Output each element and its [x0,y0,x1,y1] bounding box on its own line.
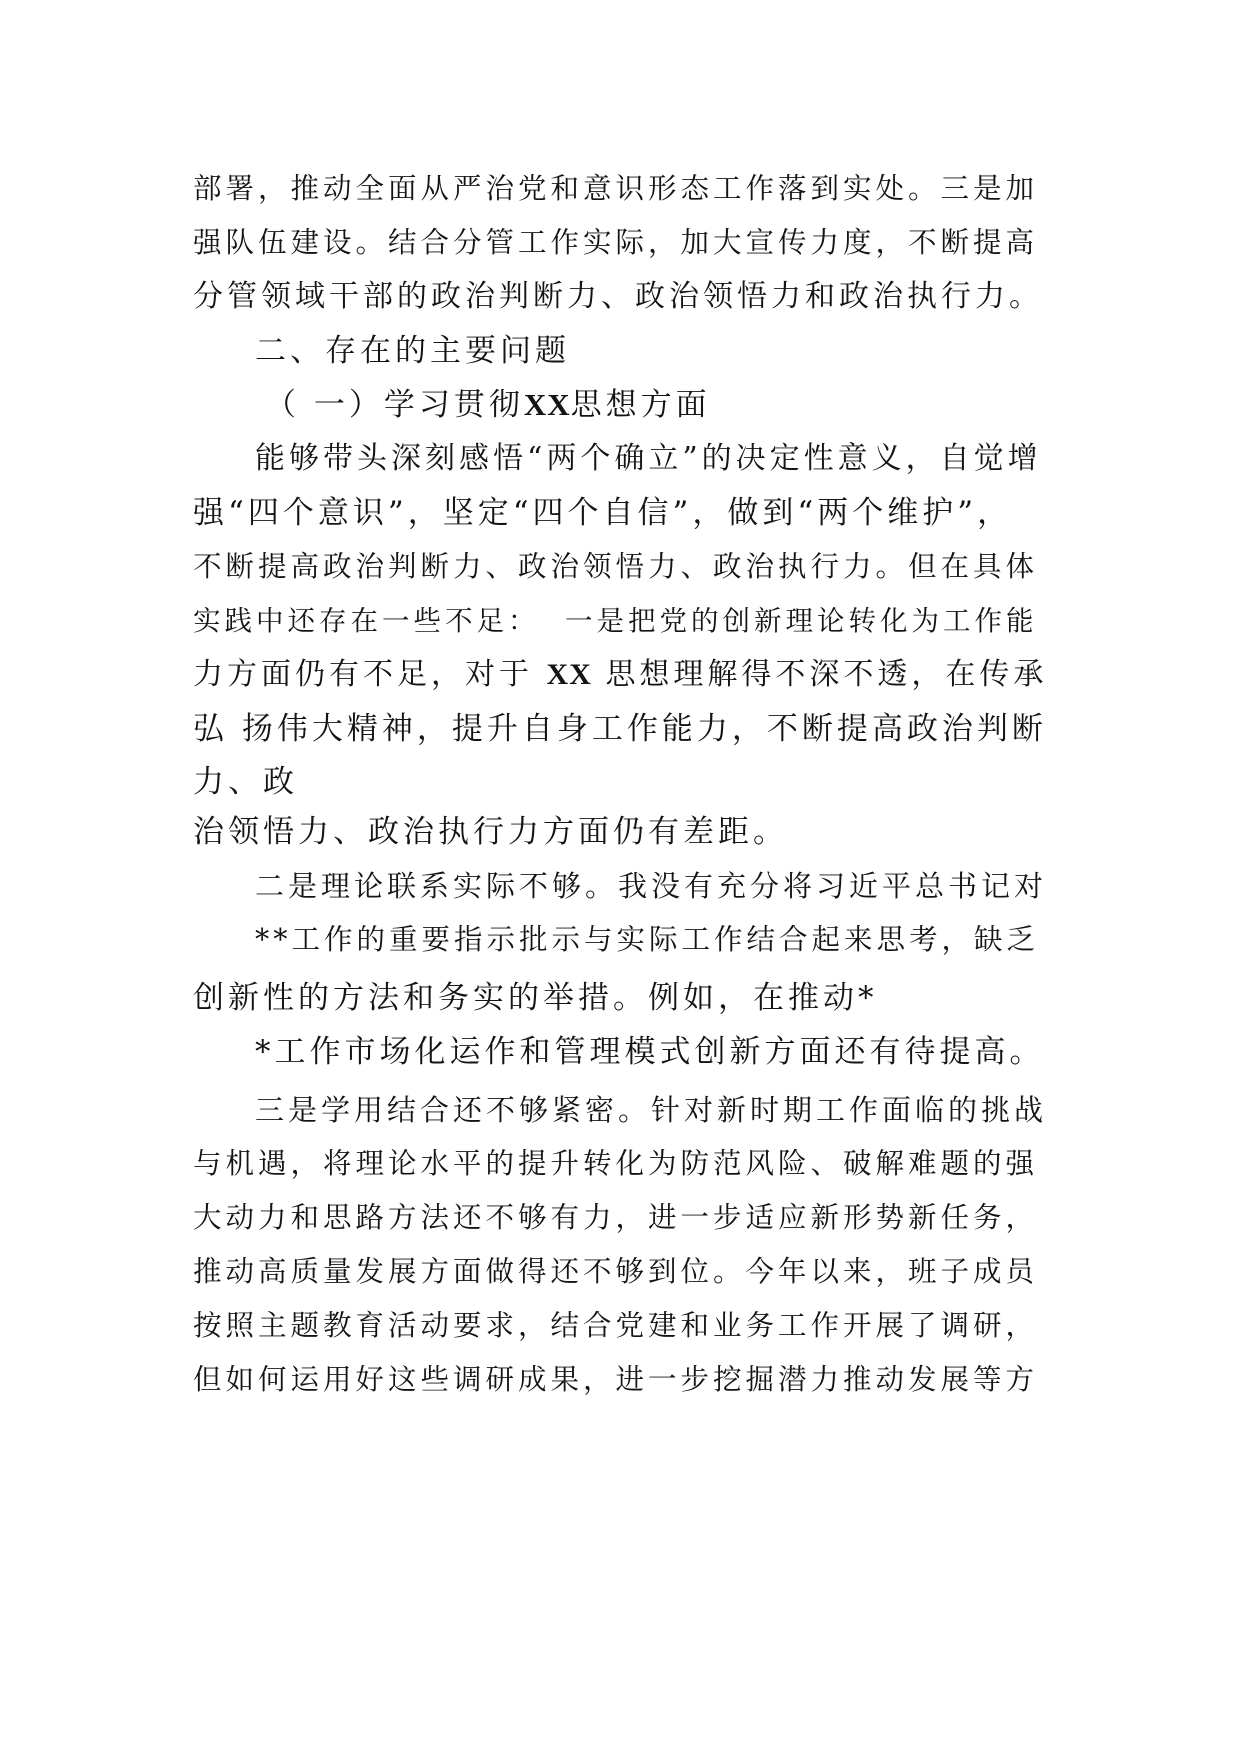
body-text-line: 但如何运用好这些调研成果，进一步挖掘潜力推动发展等方 [193,1363,1039,1396]
body-text-line: 创新性的方法和务实的举措。例如，在推动* [193,980,878,1016]
body-text-line: 能够带头深刻感悟“两个确立”的决定性意义，自觉增 [255,441,1042,476]
body-text-line: 分管领域干部的政治判断力、政治领悟力和政治执行力。 [193,279,1043,314]
body-text-line: 大动力和思路方法还不够有力，进一步适应新形势新任务， [193,1201,1039,1234]
body-text-line: 不断提高政治判断力、政治领悟力、政治执行力。但在具体 [193,550,1039,583]
subsection-heading-bold-text: XX [523,387,571,422]
body-text-bold-segment: XX [546,658,592,691]
body-text-line [193,655,1047,695]
subsection-heading [265,385,711,425]
body-text-line: 实践中还存在一些不足： 一是把党的创新理论转化为工作能 [193,605,1038,637]
body-text-line: 三是学用结合还不够紧密。针对新时期工作面临的挑战 [255,1093,1048,1127]
body-text-line: 与机遇，将理论水平的提升转化为防范风险、破解难题的强 [193,1147,1039,1180]
body-text-segment: 思想理解得不深不透，在传承 [605,657,1048,692]
body-text-line: 二是理论联系实际不够。我没有充分将习近平总书记对 [255,869,1048,903]
body-text-line: *工作市场化运作和管理模式创新方面还有待提高。 [255,1034,1045,1070]
body-text-line: 按照主题教育活动要求，结合党建和业务工作开展了调研， [193,1309,1039,1342]
section-heading: 二、存在的主要问题 [255,333,570,369]
body-text-segment: 力方面仍有不足，对于 [193,657,533,692]
body-text-line: **工作的重要指示批示与实际工作结合起来思考，缺乏 [255,923,1040,956]
body-text-line: 部署，推动全面从严治党和意识形态工作落到实处。三是加 [193,172,1039,205]
body-text-line: 弘 扬伟大精神，提升自身工作能力，不断提高政治判断 [193,711,1047,747]
subsection-heading-text: （ 一）学习贯彻 [265,387,524,423]
body-text-line: 力、政 [193,764,298,800]
subsection-heading-text: 思想方面 [570,387,711,423]
body-text-line: 治领悟力、政治执行力方面仍有差距。 [193,814,788,850]
body-text-line: 强队伍建设。结合分管工作实际，加大宣传力度，不断提高 [193,226,1039,259]
body-text-line: 推动高质量发展方面做得还不够到位。今年以来，班子成员 [193,1255,1039,1288]
body-text-line: 强“四个意识”，坚定“四个自信”，做到“两个维护”， [193,495,1013,531]
